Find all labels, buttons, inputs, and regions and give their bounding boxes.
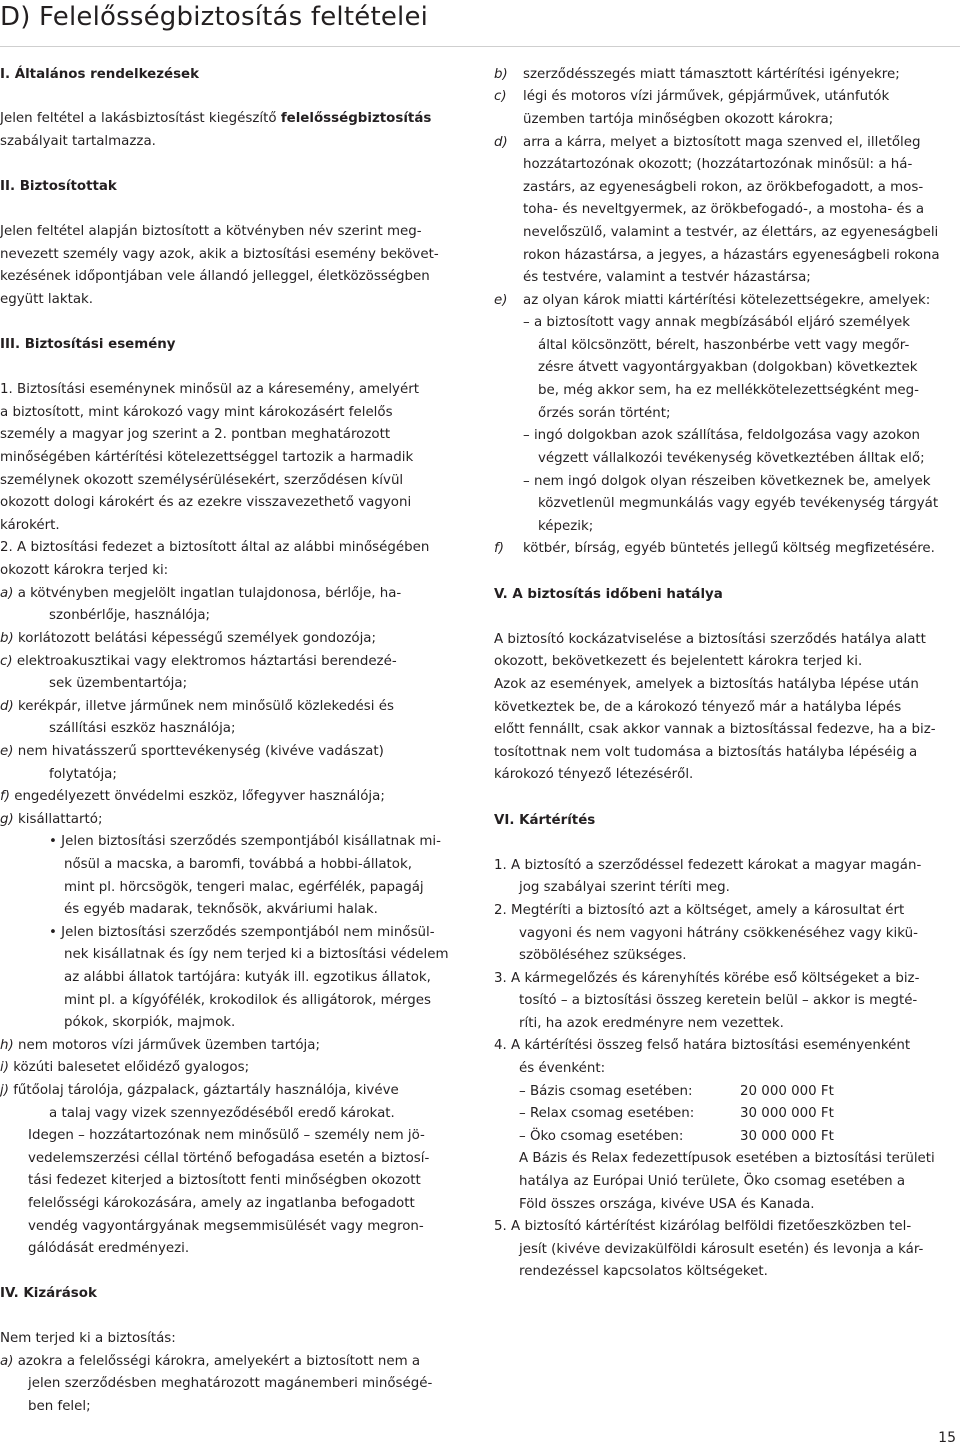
exclusion-subitem-1: – a biztosított vagy annak megbízásából eljáró személyek (523, 315, 911, 330)
left-column (0, 0, 470, 1454)
event-point-1-line: minőségében kártérítési kötelezettséggel tartozik a harmadik (0, 450, 414, 465)
package-limit-label: – Öko csomag esetében: (519, 1129, 684, 1144)
item-text: nem motoros vízi járművek üzemben tartója; (13, 1038, 320, 1053)
item-label: b) (0, 631, 14, 646)
pet-bullet-2-line: az alábbi állatok tartójára: kutyák ill. egzotikus állatok, (64, 970, 431, 985)
coverage-item-c (0, 651, 397, 674)
item-label: j) (0, 1083, 9, 1098)
exclusion-item-d-cont: hozzátartozónak okozott; (hozzátartozónak minősül: a há- (523, 157, 913, 172)
item-text: nem hivatásszerű sporttevékenység (kivéve vadászat) (13, 744, 384, 759)
item-text: korlátozott belátási képességű személyek gondozója; (13, 631, 377, 646)
section-heading-exclusions: IV. Kizárások (0, 1286, 97, 1301)
exclusion-label-d: d) (494, 135, 508, 150)
exclusion-subitem-2: – ingó dolgokban azok szállítása, feldolgozása vagy azokon (523, 428, 921, 443)
coverage-item-j (0, 1080, 399, 1103)
package-limit-label: – Relax csomag esetében: (519, 1106, 695, 1121)
territory-line: hatálya az Európai Unió területe, Öko csomag esetében a (519, 1174, 906, 1189)
exclusion-subitem-1-cont: be, még akkor sem, ha ez mellékkötelezettségként meg- (538, 383, 919, 398)
section-heading-general: I. Általános rendelkezések (0, 67, 200, 82)
exclusion-item-a-cont: ben felel; (28, 1399, 91, 1414)
item-text: kisállattartó; (13, 812, 103, 827)
insured-paragraph-line: kezésének időpontjában vele állandó jelleggel, életközösségben (0, 269, 430, 284)
coverage-item-d (0, 696, 394, 719)
exclusion-item-d-cont: zastárs, az egyeneságbeli rokon, az örökbefogadott, a mos- (523, 180, 924, 195)
section-heading-insurance-event: III. Biztosítási esemény (0, 337, 176, 352)
general-paragraph-bold: felelősségbiztosítás (280, 111, 432, 126)
item-text: engedélyezett önvédelmi eszköz, lőfegyver használója; (9, 789, 385, 804)
compensation-point-3: 3. A kármegelőzés és kárenyhítés körébe eső költségeket a biz- (494, 971, 920, 986)
compensation-point-3-cont: tosító – a biztosítási összeg keretein belül – akkor is megté- (519, 993, 918, 1008)
exclusion-item-c-cont: üzemben tartója minőségben okozott károkra; (523, 112, 834, 127)
exclusion-item-d-cont: és testvére, valamint a testvér házastársa; (523, 270, 811, 285)
time-scope-line: A biztosító kockázatviselése a biztosítási szerződés hatálya alatt (494, 632, 926, 647)
coverage-item-h (0, 1035, 320, 1058)
compensation-point-5-cont: jesít (kivéve devizakülföldi károsult esetén) és levonja a kár- (519, 1242, 924, 1257)
pet-bullet-1-line: nősül a macska, a baromfi, továbbá a hobbi-állatok, (64, 857, 413, 872)
exclusion-item-b: szerződésszegés miatt támasztott kártérítési igényekre; (523, 67, 900, 82)
exclusion-item-e: az olyan károk miatti kártérítési kötelezettségekre, amelyek: (523, 293, 931, 308)
compensation-point-2-cont: szöböléséhez szükséges. (519, 948, 687, 963)
package-limit-label: – Bázis csomag esetében: (519, 1084, 693, 1099)
coverage-item-g (0, 809, 102, 832)
item-text: azokra a felelősségi károkra, amelyekért a biztosított nem a (13, 1354, 421, 1369)
item-label: a) (0, 586, 14, 601)
event-point-1-line: személynek okozott személysérülésekért, szerződésen kívül (0, 473, 404, 488)
time-scope-line: okozott, bekövetkezett és bejelentett károkra terjed ki. (494, 654, 863, 669)
exclusion-label-c: c) (494, 89, 507, 104)
time-scope-line: következtek be, de a károkozó tényező már a hatályba lépés (494, 700, 902, 715)
event-point-2-line: 2. A biztosítási fedezet a biztosított által az alábbi minőségében (0, 540, 430, 555)
pet-bullet-1-line: és egyéb madarak, teknősök, akváriumi halak. (64, 902, 378, 917)
general-paragraph-text: Jelen feltétel a lakásbiztosítást kiegészítő (0, 111, 281, 126)
package-limit-value: 20 000 000 Ft (740, 1084, 834, 1099)
pet-bullet-2-line: pókok, skorpiók, majmok. (64, 1015, 236, 1030)
pet-bullet-2-line: mint pl. a kígyófélék, krokodilok és alligátorok, mérges (64, 993, 431, 1008)
compensation-point-4: 4. A kártérítési összeg felső határa biztosítási eseményenként (494, 1038, 911, 1053)
exclusion-label-f: f) (494, 541, 504, 556)
exclusion-item-c: légi és motoros vízi járművek, gépjárművek, utánfutók (523, 89, 890, 104)
exclusion-subitem-1-cont: őrzés során történt; (538, 406, 671, 421)
event-point-1-line: okozott dologi károkért és az ezekre visszavezethető vagyoni (0, 495, 412, 510)
general-paragraph-line: szabályait tartalmazza. (0, 134, 156, 149)
insured-paragraph-line: együtt laktak. (0, 292, 94, 307)
coverage-item-d-cont: szállítási eszköz használója; (49, 721, 236, 736)
item-text: elektroakusztikai vagy elektromos háztartási berendezé- (12, 654, 397, 669)
item-label: g) (0, 812, 14, 827)
territory-line: A Bázis és Relax fedezettípusok esetében a biztosítási területi (519, 1151, 935, 1166)
item-text: fűtőolaj tárolója, gázpalack, gáztartály használója, kivéve (8, 1083, 399, 1098)
pet-bullet-2-line: • Jelen biztosítási szerződés szempontjából nem minősül- (49, 925, 435, 940)
time-scope-line: károkozó tényező létezéséről. (494, 767, 694, 782)
compensation-point-3-cont: ríti, ha azok eredményre nem vezettek. (519, 1016, 784, 1031)
exclusion-item-d: arra a kárra, melyet a biztosított maga szenved el, illetőleg (523, 135, 921, 150)
event-point-2-line: okozott károkra terjed ki: (0, 563, 169, 578)
general-paragraph-line (0, 108, 431, 131)
exclusion-subitem-1-cont: által kölcsönzött, bérelt, haszonbérbe vett vagy megőr- (538, 338, 910, 353)
page-number: 15 (938, 1430, 956, 1446)
event-point-1-line: 1. Biztosítási eseménynek minősül az a káresemény, amelyért (0, 382, 419, 397)
time-scope-line: Azok az események, amelyek a biztosítás hatályba lépése után (494, 677, 919, 692)
package-limit-value: 30 000 000 Ft (740, 1129, 834, 1144)
coverage-item-a-cont: szonbérlője, használója; (49, 608, 211, 623)
item-text: kerékpár, illetve járműnek nem minősülő közlekedési és (13, 699, 394, 714)
event-point-1-line: személy a magyar jog szerint a 2. pontban meghatározott (0, 427, 391, 442)
exclusion-item-a-cont: jelen szerződésben meghatározott magánemberi minőségé- (28, 1376, 433, 1391)
guest-paragraph-line: tási fedezet kiterjed a biztosított fenti minőségben okozott (28, 1173, 421, 1188)
item-label: h) (0, 1038, 14, 1053)
guest-paragraph-line: Idegen – hozzátartozónak nem minősülő – személy nem jö- (28, 1128, 425, 1143)
coverage-item-e (0, 741, 384, 764)
guest-paragraph-line: felelősségi károkozására, amely az ingatlanba befogadott (28, 1196, 415, 1211)
pet-bullet-1-line: • Jelen biztosítási szerződés szempontjából kisállatnak mi- (49, 834, 441, 849)
compensation-point-2-cont: vagyoni és nem vagyoni hátrány csökkenéséhez vagy kikü- (519, 926, 918, 941)
page-title: D) Felelősségbiztosítás feltételei (0, 2, 429, 32)
exclusion-subitem-3-cont: közvetlenül megmunkálás vagy egyéb tevékenység tárgyát (538, 496, 939, 511)
insured-paragraph-line: nevezett személy vagy azok, akik a biztosítási esemény bekövet- (0, 247, 439, 262)
pet-bullet-2-line: nek kisállatnak és így nem terjed ki a biztosítási védelem (64, 947, 449, 962)
coverage-item-e-cont: folytatója; (49, 767, 117, 782)
exclusion-label-e: e) (494, 293, 508, 308)
package-limit-value: 30 000 000 Ft (740, 1106, 834, 1121)
exclusion-subitem-1-cont: zésre átvett vagyontárgyakban (dolgokban) következtek (538, 360, 918, 375)
item-label: d) (0, 699, 14, 714)
coverage-item-a (0, 583, 401, 606)
event-point-1-line: a biztosított, mint károkozó vagy mint károkozásért felelős (0, 405, 393, 420)
exclusion-item-d-cont: rokon házastársa, a jegyes, a házastárs egyeneságbeli rokona (523, 248, 940, 263)
exclusions-intro: Nem terjed ki a biztosítás: (0, 1331, 176, 1346)
compensation-point-1-cont: jog szabályai szerint téríti meg. (519, 880, 730, 895)
section-heading-insured: II. Biztosítottak (0, 179, 117, 194)
compensation-point-1: 1. A biztosító a szerződéssel fedezett károkat a magyar magán- (494, 858, 922, 873)
guest-paragraph-line: gálódását eredményezi. (28, 1241, 190, 1256)
compensation-point-4-cont: és évenként: (519, 1061, 606, 1076)
coverage-item-b (0, 628, 376, 651)
event-point-1-line: károkért. (0, 518, 60, 533)
section-heading-compensation: VI. Kártérítés (494, 813, 596, 828)
exclusion-label-b: b) (494, 67, 508, 82)
time-scope-line: előtt fennállt, csak akkor vannak a biztosítással fedezve, ha a biz- (494, 722, 936, 737)
insured-paragraph-line: Jelen feltétel alapján biztosított a kötvényben név szerint meg- (0, 224, 422, 239)
item-label: c) (0, 654, 13, 669)
item-text: közúti balesetet előidéző gyalogos; (8, 1060, 250, 1075)
coverage-item-j-cont: a talaj vagy vizek szennyeződéséből eredő károkat. (49, 1106, 395, 1121)
territory-line: Föld összes országa, kivéve USA és Kanada. (519, 1197, 815, 1212)
exclusion-item-f: kötbér, bírság, egyéb büntetés jellegű költség megfizetésére. (523, 541, 935, 556)
compensation-point-5: 5. A biztosító kártérítést kizárólag belföldi fizetőeszközben tel- (494, 1219, 912, 1234)
item-text: a kötvényben megjelölt ingatlan tulajdonosa, bérlője, ha- (13, 586, 402, 601)
pet-bullet-1-line: mint pl. hörcsögök, tengeri malac, egérfélék, papagáj (64, 880, 424, 895)
item-label: i) (0, 1060, 9, 1075)
item-label: e) (0, 744, 14, 759)
guest-paragraph-line: vendég vagyontárgyának megsemmisülését vagy megron- (28, 1219, 424, 1234)
exclusion-item-d-cont: toha- és neveltgyermek, az örökbefogadó-, a mostoha- és a (523, 202, 925, 217)
item-label: f) (0, 789, 10, 804)
item-label: a) (0, 1354, 14, 1369)
guest-paragraph-line: vedelemszerzési céllal történő befogadása esetén a biztosí- (28, 1151, 430, 1166)
compensation-point-5-cont: rendezéssel kapcsolatos költségeket. (519, 1264, 768, 1279)
exclusion-item-a (0, 1351, 420, 1374)
exclusion-subitem-2-cont: végzett vállalkozói tevékenység következtében álltak elő; (538, 451, 925, 466)
coverage-item-f (0, 786, 385, 809)
exclusion-subitem-3: – nem ingó dolgok olyan részeiben következnek be, amelyek (523, 474, 931, 489)
exclusion-item-d-cont: nevelőszülő, valamint a testvér, az élettárs, az egyeneságbeli (523, 225, 939, 240)
time-scope-line: tosítottnak nem volt tudomása a biztosítás hatályba lépéséig a (494, 745, 918, 760)
right-column (490, 0, 960, 1454)
coverage-item-c-cont: sek üzembentartója; (49, 676, 188, 691)
exclusion-subitem-3-cont: képezik; (538, 519, 594, 534)
compensation-point-2: 2. Megtéríti a biztosító azt a költséget, amely a károsultat ért (494, 903, 905, 918)
section-heading-time-scope: V. A biztosítás időbeni hatálya (494, 587, 723, 602)
coverage-item-i (0, 1057, 249, 1080)
